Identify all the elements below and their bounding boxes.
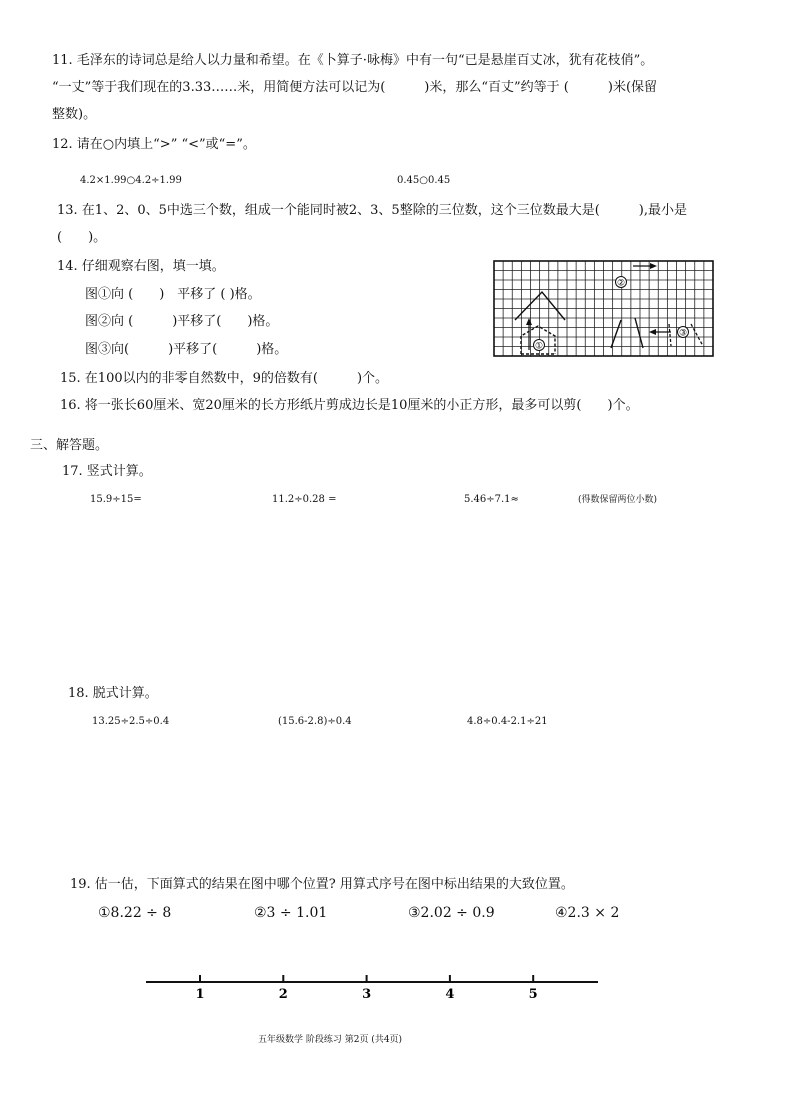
number-line-tick-label: 2 [278, 987, 288, 1002]
q17-note: (得数保留两位小数) [578, 495, 658, 505]
number-line-tick-label: 3 [362, 987, 372, 1002]
figure-2-label: ② [616, 278, 626, 289]
arrow-left-head-icon [649, 329, 656, 335]
number-line-tick-label: 4 [445, 987, 455, 1002]
q18-item-2: (15.6-2.8)÷0.4 [278, 716, 352, 727]
q14-title: 14. 仔细观察右图，填一填。 [57, 259, 225, 274]
arrow-right-head-icon [650, 263, 657, 269]
q19-item-1: ①8.22 ÷ 8 [98, 905, 172, 921]
q16-text: 16. 将一张长60厘米、宽20厘米的长方形纸片剪成边长是10厘米的小正方形，最多可以剪( )个。 [60, 398, 639, 413]
number-line-tick-label: 5 [528, 987, 538, 1002]
q17-item-1: 15.9÷15= [90, 494, 142, 505]
figure-1-label: ① [534, 341, 544, 352]
q11-line3: 整数)。 [52, 107, 97, 122]
q13-line1: 13. 在1、2、0、5中选三个数，组成一个能同时被2、3、5整除的三位数，这个三位数最大是( ),最小是 [57, 203, 687, 218]
q14-line1: 图①向 ( ) 平移了 ( )格。 [85, 287, 261, 302]
translation-grid-figure [493, 260, 715, 360]
number-line-tick-label: 1 [195, 987, 205, 1002]
q14-line3: 图③向( )平移了( )格。 [85, 342, 288, 357]
q12-text: 12. 请在○内填上“>” “<”或“=”。 [52, 137, 256, 152]
arrow-up-head-icon [526, 318, 532, 325]
section-3-title: 三、解答题。 [30, 438, 109, 453]
q11-line1: 11. 毛泽东的诗词总是给人以力量和希望。在《卜算子·咏梅》中有一句“已是悬崖百丈冰，犹有花枝俏”。 [52, 53, 654, 68]
q18-item-3: 4.8÷0.4-2.1÷21 [467, 716, 548, 727]
q17-item-2: 11.2÷0.28 = [272, 494, 337, 505]
number-line [140, 968, 610, 1008]
q17-item-3: 5.46÷7.1≈ [464, 494, 519, 505]
q13-line2: ( )。 [57, 230, 107, 245]
q14-line2: 图②向 ( )平移了( )格。 [85, 314, 279, 329]
q19-item-4: ④2.3 × 2 [555, 905, 620, 921]
q19-title: 19. 估一估，下面算式的结果在图中哪个位置? 用算式序号在图中标出结果的大致位置。 [70, 877, 574, 892]
q19-item-3: ③2.02 ÷ 0.9 [408, 905, 495, 921]
q17-title: 17. 竖式计算。 [62, 464, 152, 479]
figure-2-shape [611, 318, 643, 348]
q15-text: 15. 在100以内的非零自然数中，9的倍数有( )个。 [60, 371, 389, 386]
q12-expr2: 0.45○0.45 [397, 175, 451, 186]
q19-item-2: ②3 ÷ 1.01 [254, 905, 328, 921]
q18-item-1: 13.25÷2.5÷0.4 [92, 716, 170, 727]
q12-expr1: 4.2×1.99○4.2÷1.99 [80, 175, 182, 186]
q11-line2: “一丈”等于我们现在的3.33……米，用简便方法可以记为( )米，那么“百丈”约等于 ( )米(保留 [52, 80, 658, 95]
figure-3-label: ③ [678, 328, 688, 339]
page-footer: 五年级数学 阶段练习 第2页 (共4页) [258, 1035, 403, 1045]
q18-title: 18. 脱式计算。 [68, 686, 158, 701]
